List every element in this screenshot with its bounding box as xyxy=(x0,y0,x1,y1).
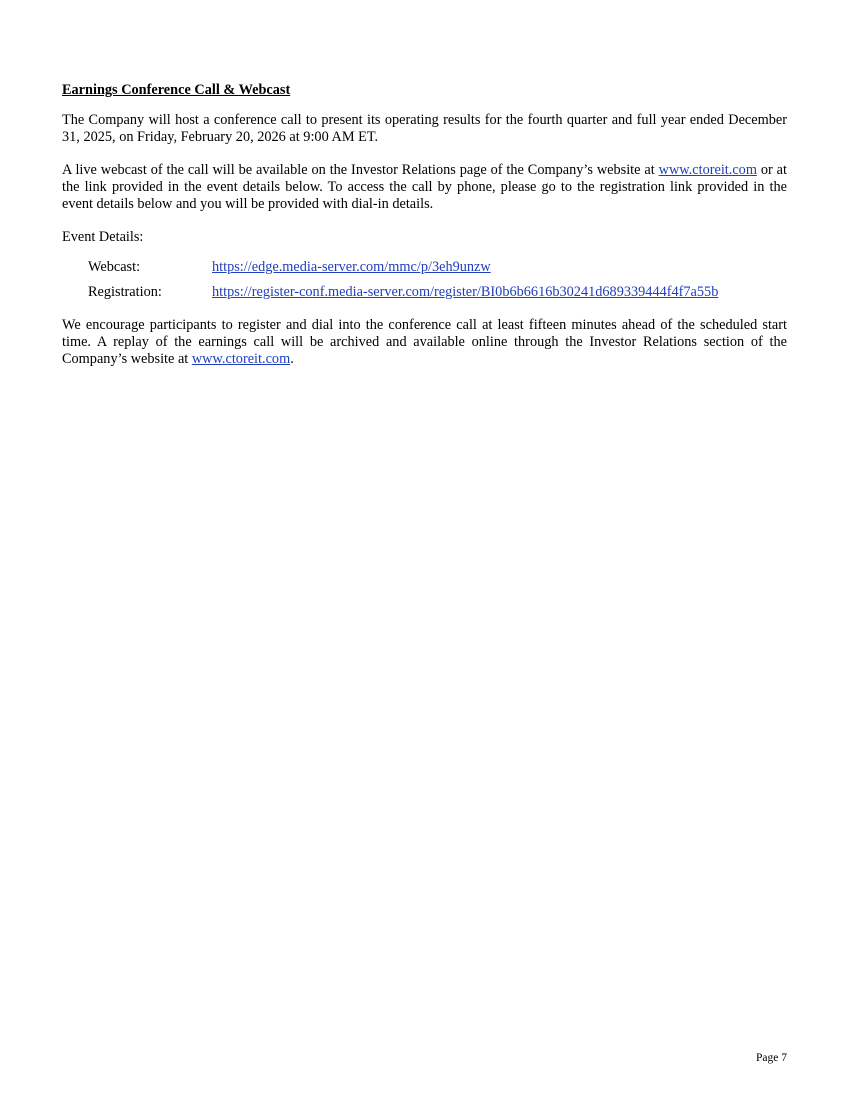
section-heading: Earnings Conference Call & Webcast xyxy=(62,82,291,98)
registration-link[interactable]: https://register-conf.media-server.com/register/BI0b6b6616b30241d689339444f4f7a55b xyxy=(212,284,719,300)
paragraph-replay-text-end: . xyxy=(290,351,294,367)
event-details-label: Event Details: xyxy=(62,229,144,245)
event-details-list xyxy=(88,259,787,301)
webcast-label: Webcast: xyxy=(88,259,141,275)
webcast-link[interactable]: https://edge.media-server.com/mmc/p/3eh9unzw xyxy=(212,259,491,275)
event-row-webcast xyxy=(88,259,787,276)
paragraph-webcast-text-end: or at the link provided in the event details below. To access the call by phone, please go to the registration link provided in the event details below and you will be provided with dial-in details. xyxy=(62,162,787,212)
company-website-link-replay[interactable]: www.ctoreit.com xyxy=(191,351,291,367)
paragraph-replay-info xyxy=(62,317,787,368)
paragraph-webcast-text-start: A live webcast of the call will be available on the Investor Relations page of the Company’s website at xyxy=(62,162,659,178)
paragraph-replay-text-start: We encourage participants to register and dial into the conference call at least fifteen minutes ahead of the scheduled start time. A replay of the earnings call will be archived and available online through the Investor Relations section of the Company’s website at xyxy=(62,317,787,367)
event-row-registration xyxy=(88,284,787,301)
company-website-link[interactable]: www.ctoreit.com xyxy=(658,162,757,178)
paragraph-call-info: The Company will host a conference call to present its operating results for the fourth quarter and full year ended December 31, 2025, on Friday, February 20, 2026 at 9:00 AM ET. xyxy=(62,112,787,145)
page-number: Page 7 xyxy=(756,1052,787,1064)
registration-label: Registration: xyxy=(88,284,162,300)
paragraph-webcast-info xyxy=(62,162,787,213)
document-body xyxy=(62,82,787,384)
